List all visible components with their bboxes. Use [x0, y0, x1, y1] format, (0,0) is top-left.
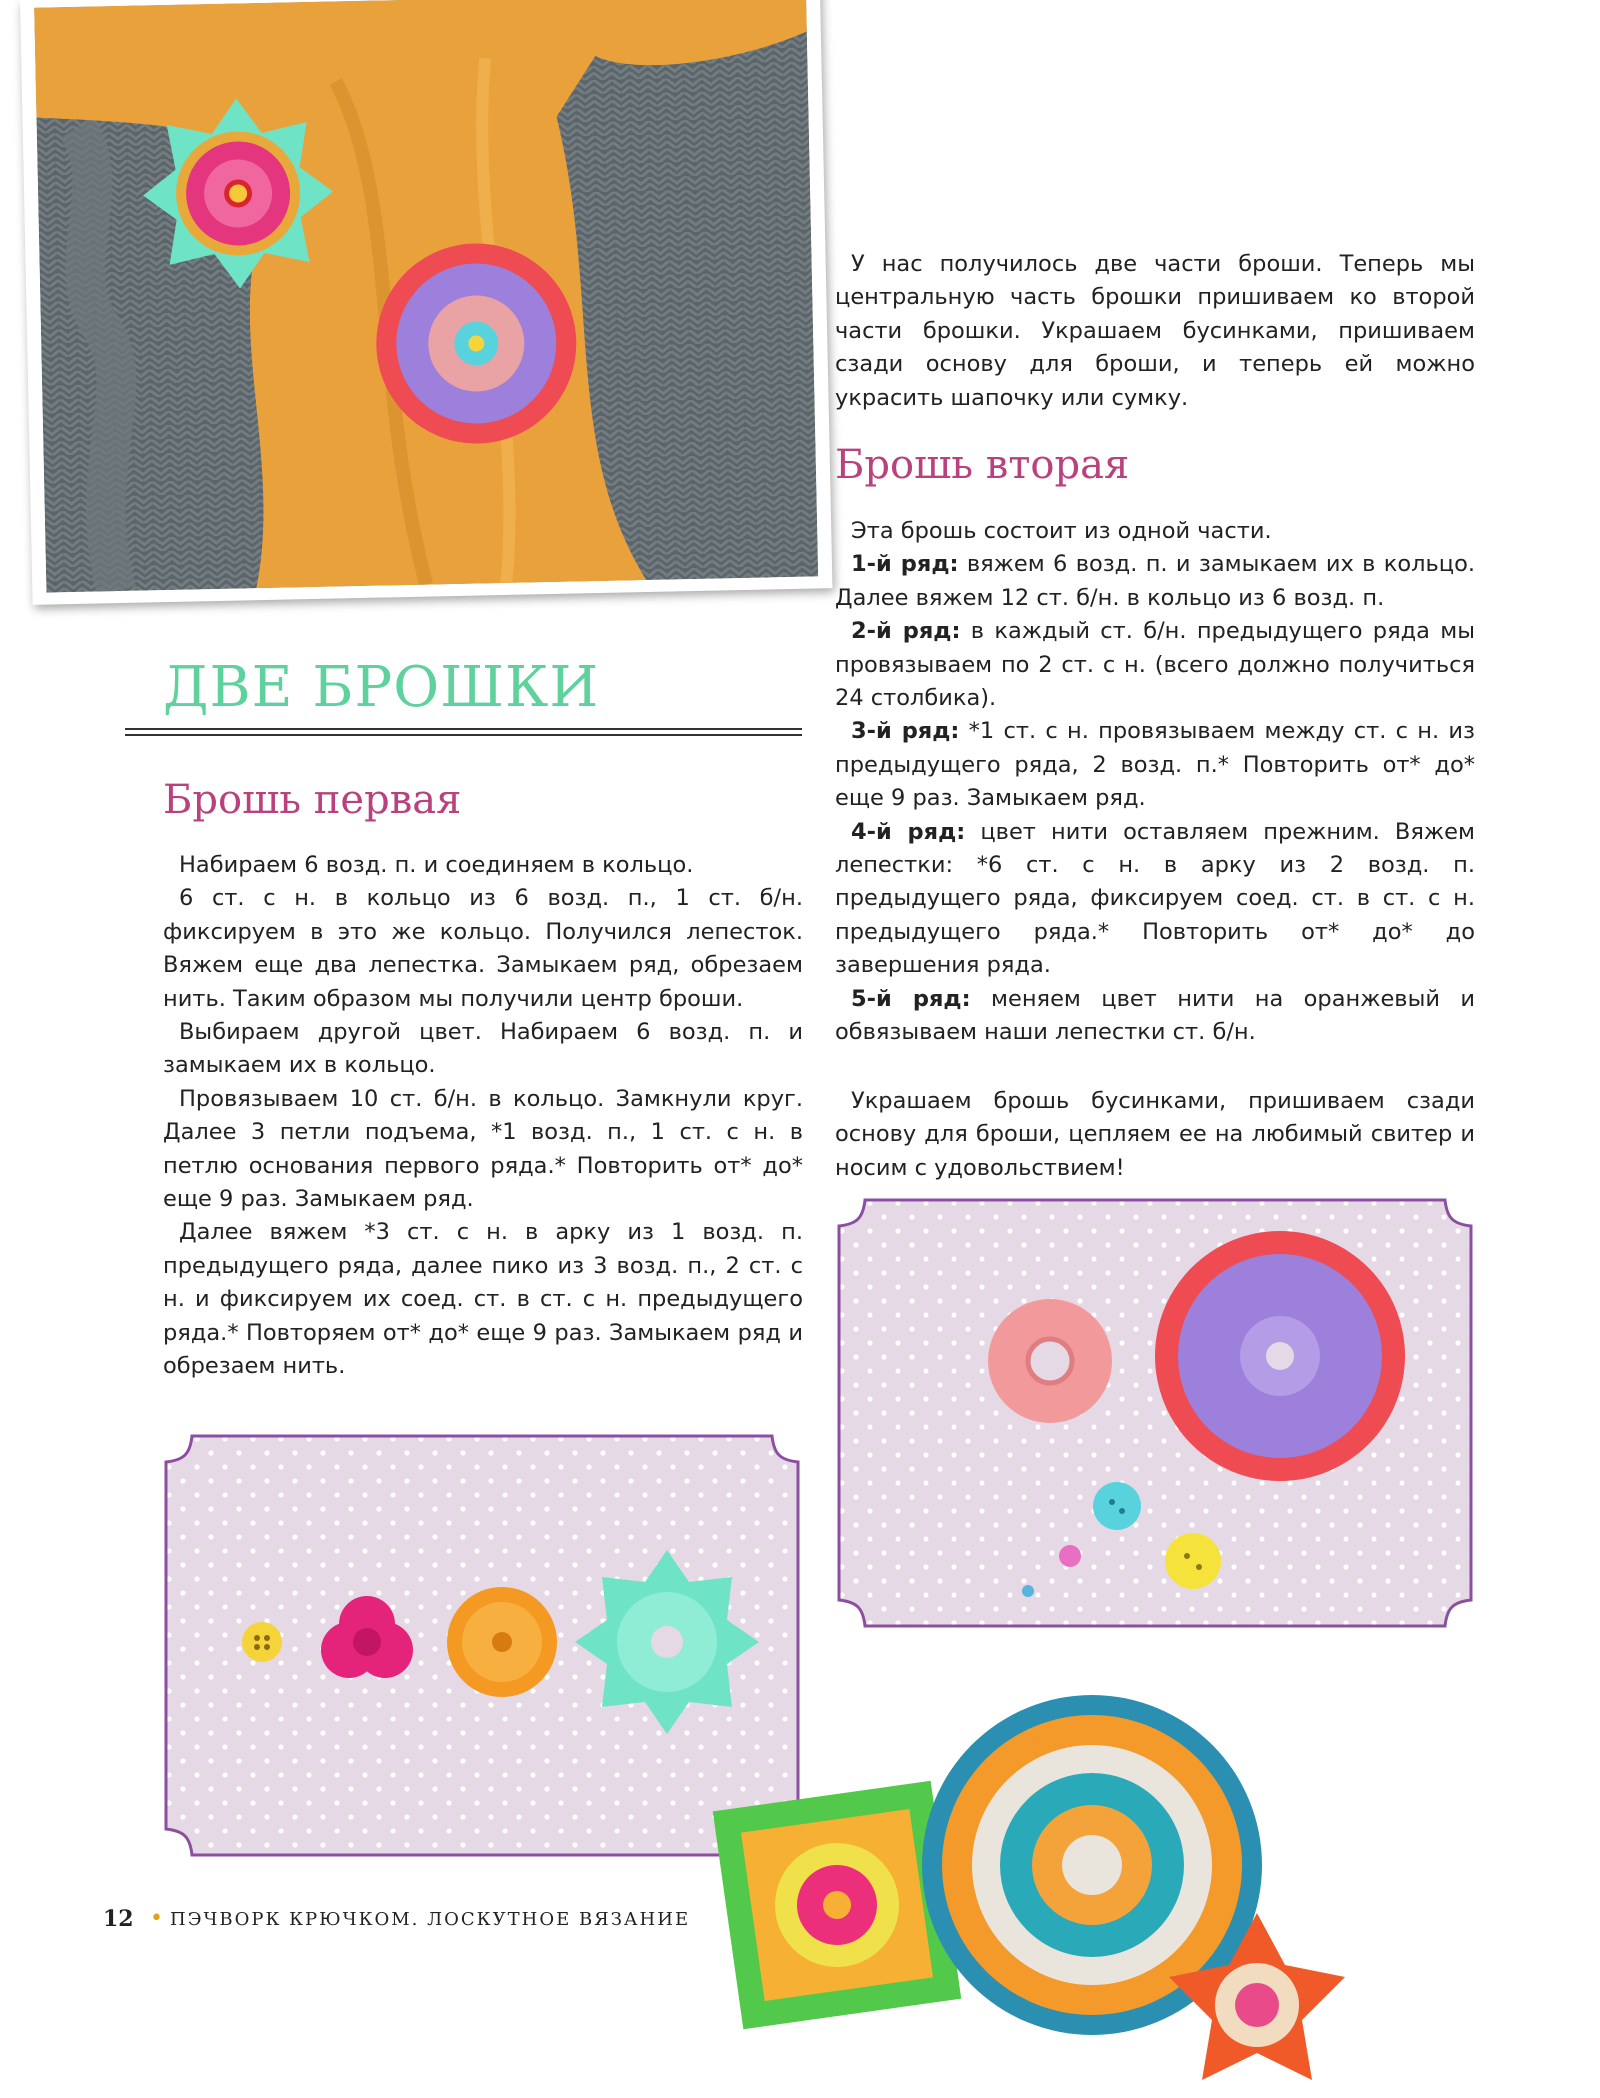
paragraph: 6 ст. с н. в кольцо из 6 возд. п., 1 ст. б/н. фиксируем в это же кольцо. Получился лепесток. Вяжем еще два лепестка. Замыкаем ряд, обрезаем нить. Таким образом мы получили центр броши. [163, 885, 803, 1012]
assembly-text [835, 248, 1475, 415]
row-instruction [835, 615, 1475, 715]
row-label: 4-й ряд: [851, 818, 966, 845]
row-instruction [835, 715, 1475, 815]
brooches-on-scarf-photo [34, 0, 818, 593]
title-divider-top [125, 728, 802, 730]
row-text: *1 ст. с н. провязываем между ст. с н. из предыдущего ряда, 2 возд. п.* Повторить от* до* еще 9 раз. Замыкаем ряд. [835, 718, 1475, 812]
paragraph: Далее вяжем *3 ст. с н. в арку из 1 возд. п. предыдущего ряда, далее пико из 3 возд. п., 2 ст. с н. и фиксируем их соед. ст. в ст. с н. предыдущего ряда.* Повторяем от* до* еще 9 раз. Замыкаем ряд и обрезаем нить. [163, 1219, 803, 1380]
paragraph: Выбираем другой цвет. Набираем 6 возд. п. и замыкаем их в кольцо. [163, 1019, 803, 1079]
paragraph: Набираем 6 возд. п. и соединяем в кольцо. [179, 852, 694, 878]
pink-ring [988, 1299, 1112, 1423]
top-photo [20, 0, 832, 605]
row-label: 2-й ряд: [851, 618, 961, 645]
row-instruction [835, 816, 1475, 983]
row-instruction [835, 983, 1475, 1050]
paragraph: Эта брошь состоит из одной части. [851, 518, 1272, 544]
yellow-button [242, 1622, 282, 1662]
row-label: 3-й ряд: [851, 718, 960, 745]
first-brooch-parts-photo [162, 1432, 802, 1863]
yellow-button [1165, 1533, 1221, 1589]
crochet-motifs-decoration [712, 1660, 1352, 2098]
granny-square [713, 1781, 961, 2029]
second-brooch-instructions [835, 515, 1475, 1050]
row-instruction [835, 548, 1475, 615]
row-text: цвет нити оставляем прежним. Вяжем лепестки: *6 ст. с н. в арку из 2 возд. п. предыдущего ряда, фиксируем соед. ст. в ст. с н. предыдущего ряда.* Повторить от* до* до завершения ряда. [835, 818, 1475, 979]
paragraph: Украшаем брошь бусинками, пришиваем сзади основу для броши, цепляем ее на любимый свитер и носим с удовольствием! [835, 1088, 1475, 1181]
row-text: меняем цвет нити на оранжевый и обвязываем наши лепестки ст. б/н. [835, 985, 1475, 1046]
row-label: 1-й ряд: [851, 551, 959, 578]
purple-flower [1155, 1231, 1405, 1481]
book-title: ПЭЧВОРК КРЮЧКОМ. ЛОСКУТНОЕ ВЯЗАНИЕ [170, 1909, 691, 1930]
page-number: 12 [103, 1906, 134, 1932]
page-title: ДВЕ БРОШКИ [163, 655, 600, 720]
first-brooch-instructions [163, 849, 803, 1384]
second-brooch-heading: Брошь вторая [835, 442, 1130, 488]
row-text: в каждый ст. б/н. предыдущего ряда мы провязываем по 2 ст. с н. (всего должно получиться 24 столбика). [835, 618, 1475, 712]
first-brooch-heading: Брошь первая [163, 777, 462, 823]
paragraph: Провязываем 10 ст. б/н. в кольцо. Замкнули круг. Далее 3 петли подъема, *1 возд. п., 1 ст. с н. в петлю основания первого ряда.* Повторить от* до* еще 9 раз. Замыкаем ряд. [163, 1085, 803, 1213]
footer-separator: • [150, 1906, 163, 1931]
blue-button [1093, 1482, 1141, 1530]
row-text: вяжем 6 возд. п. и замыкаем их в кольцо. Далее вяжем 12 ст. б/н. в кольцо из 6 возд. п. [835, 551, 1475, 611]
paragraph: У нас получилось две части броши. Теперь мы центральную часть брошки пришиваем ко второй части брошки. Украшаем бусинками, пришиваем сзади основу для броши, и теперь ей можно украсить шапочку или сумку. [835, 251, 1475, 411]
title-divider-bottom [125, 734, 802, 736]
closing-text [835, 1085, 1475, 1185]
row-label: 5-й ряд: [851, 985, 971, 1012]
orange-circle [447, 1587, 557, 1697]
pink-bead [1059, 1545, 1081, 1567]
second-brooch-parts-photo [835, 1196, 1475, 1634]
small-blue-bead [1022, 1585, 1034, 1597]
